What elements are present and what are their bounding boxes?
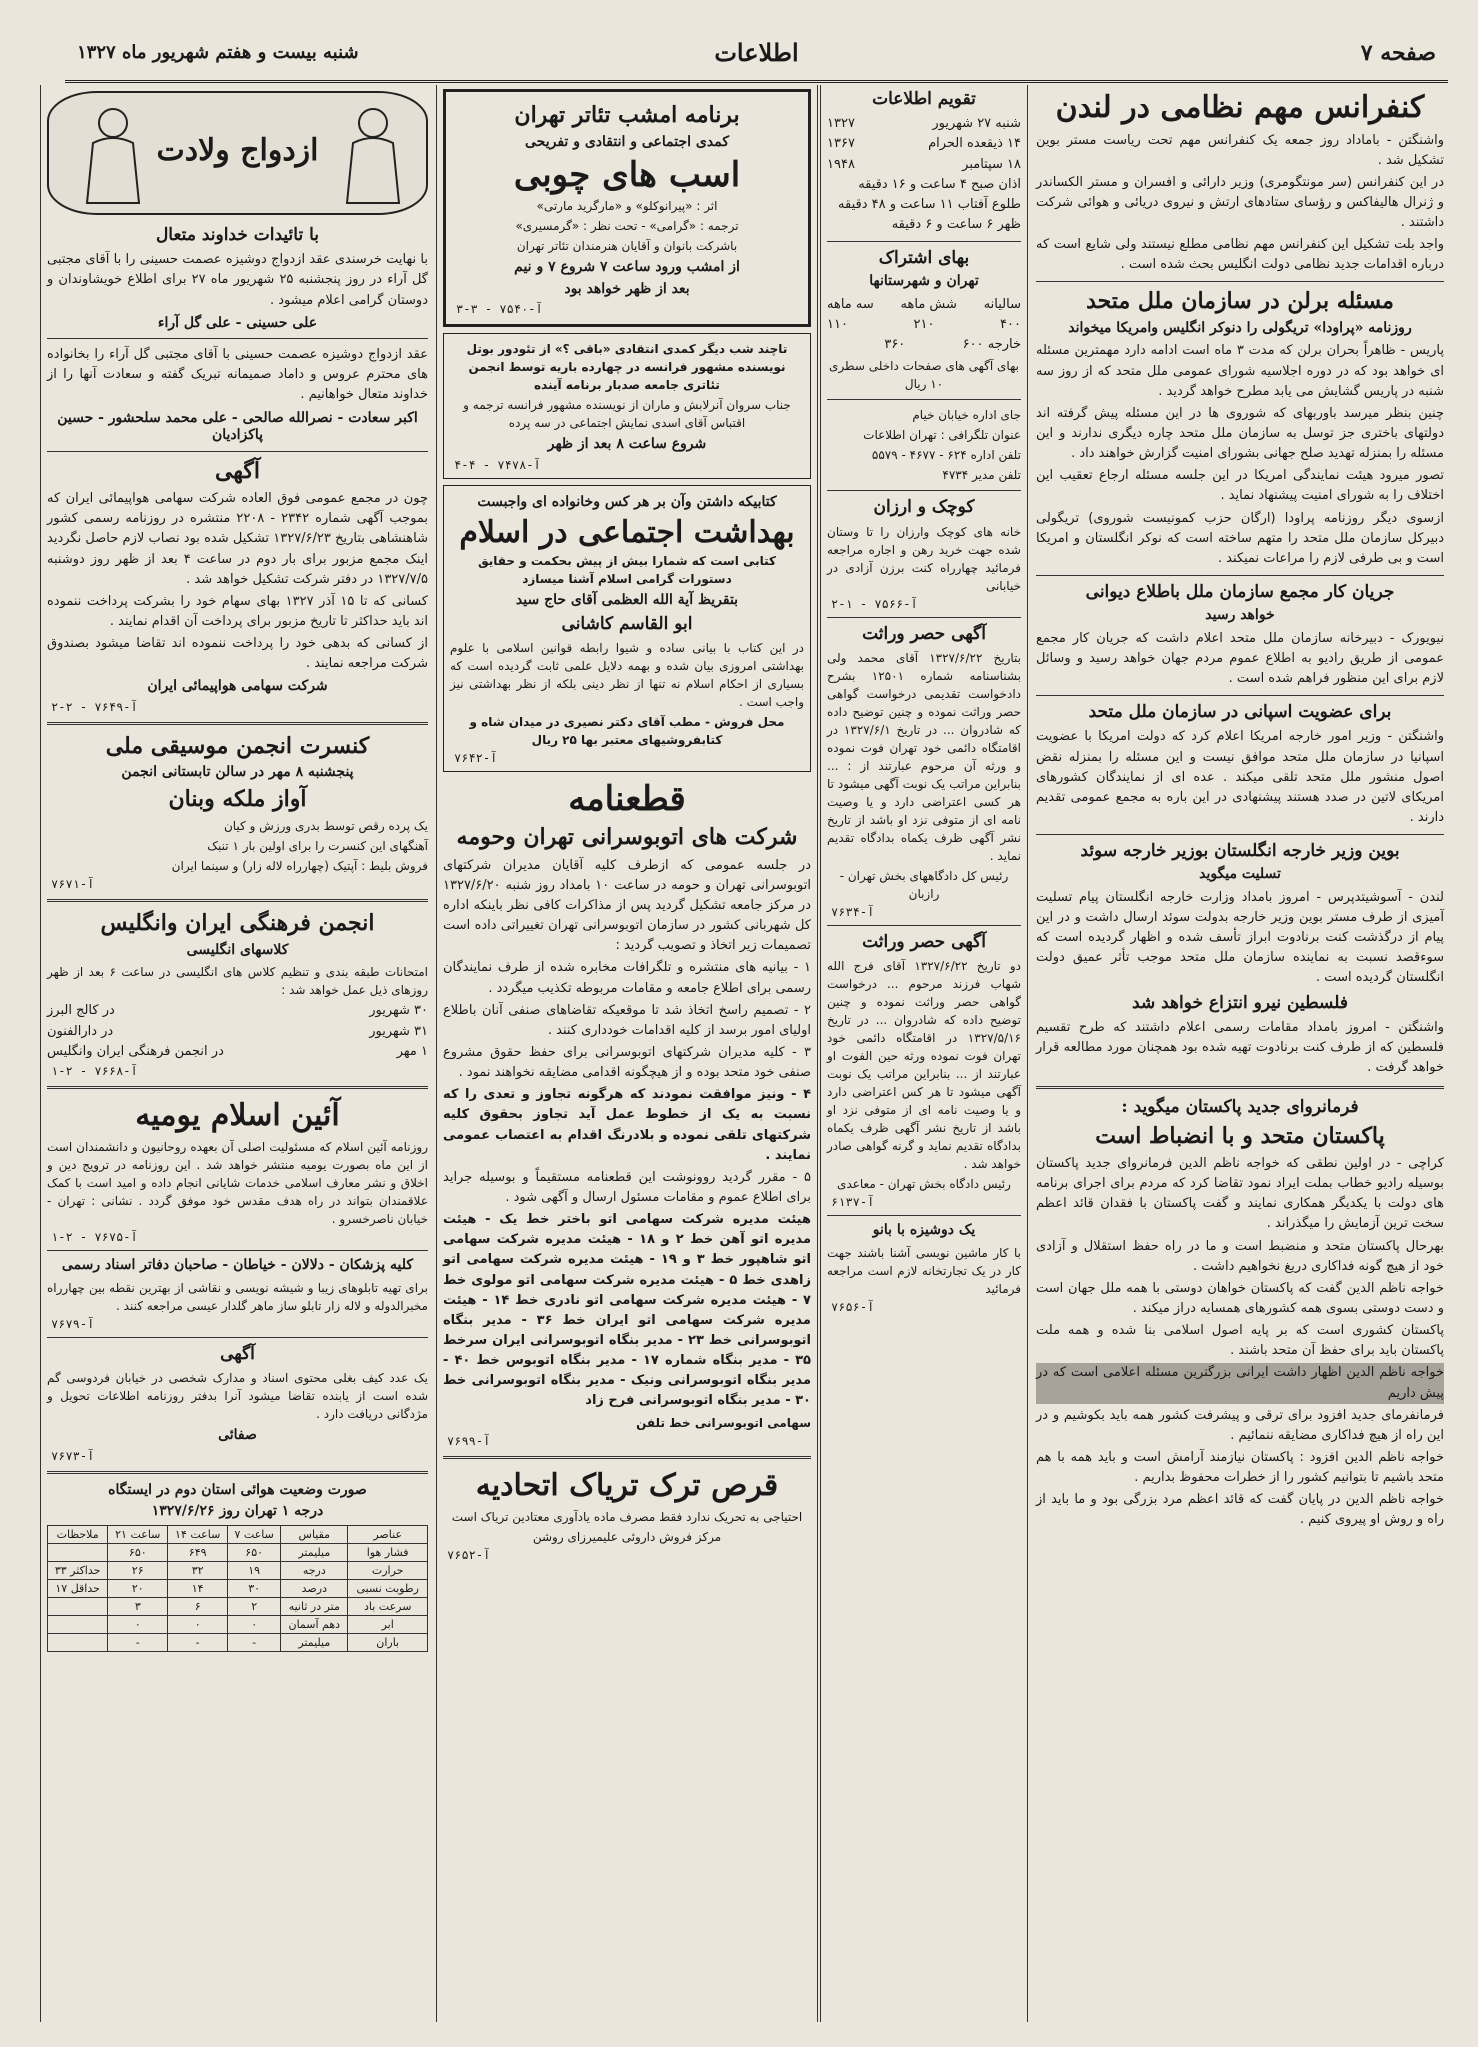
paragraph: واشنگتن - باماداد روز جمعه یک کنفرانس مهم تحت ریاست مستر بوین تشکیل شد . [1036, 132, 1444, 168]
notice-title: آگهی [214, 457, 261, 484]
headline-un-assembly: جریان کار مجمع سازمان ملل باطلاع دیوانی [1085, 582, 1395, 603]
notice-signature: صفائی [218, 1427, 257, 1444]
notice-signature: شرکت سهامی هواپیمائی ایران [147, 678, 328, 695]
column-announcements [40, 85, 434, 2022]
ad-code: آ-۷۶۹۹ [447, 1433, 491, 1448]
concert-subtitle: پنجشنبه ۸ مهر در سالن تابستانی انجمن [121, 764, 354, 781]
ad-signature: رئیس کل دادگاههای بخش تهران - رازبان [839, 868, 1009, 901]
theatre-subtitle: کمدی اجتماعی و انتقادی و تفریحی [525, 133, 729, 150]
culture-row: ۳۰ شهریور در کالج البرز [47, 1003, 428, 1019]
calendar-row: ظهر ۶ ساعت و ۶ دقیقه [891, 216, 1021, 232]
ad-code: آ-۷۶۶۸ - ۲-۱ [51, 1063, 138, 1078]
paragraph: عقد ازدواج دوشیزه عصمت حسینی با آقای مجتبی گل آراء را بخانواده های محترم عروس و داماد صمیمانه تبریک گفته و سعادت آنها را از خداوند متعال خواهانیم . [47, 347, 428, 403]
paragraph: واشنگتن - امروز بامداد مقامات رسمی اعلام داشتند که طرح تقسیم فلسطین که از طرف کنت برنادوت تهیه شده بود همچنان مورد مطالعه قرار خواهد گرفت . [1036, 1019, 1444, 1076]
paragraph: یک عدد کیف بغلی محتوی اسناد و مدارک شخصی در خیابان فردوسی گم شده است از یابنده تقاضا میشود آنرا بدفتر روزنامه اطلاعات تحویل و مژدگانی دریافت دارد . [47, 1371, 428, 1422]
subheadline: روزنامه «پراودا» تریگولی را دنوکر انگلیس وامریکا میخواند [1068, 319, 1412, 336]
paragraph: خواجه ناظم الدین در پایان گفت که قائد اعظم مرد بزرگی بود و ما باید از راه و روش او پیروی کنیم . [1036, 1492, 1444, 1528]
islam-title: آئین اسلام یومیه [135, 1097, 340, 1133]
ad-code: آ-۷۵۴۰ - ۳-۳ [456, 302, 543, 316]
ad-code: آ-۷۶۵۶ [831, 1299, 875, 1314]
paragraph: روزنامه آئین اسلام که مسئولیت اصلی آن بعهده روحانیون و دانشمندان است از این ماه بصورت یومیه منتشر خواهد شد . این روزنامه در ترویج دین و اخلاق و نشر معارف اسلامی خدمات شایانی انجام داده و امید است با کمک علاقمندان بتواند در راه هدف مقدس خود موفق گردد . نشانی : تهران - خیابان ناصرخسرو . [47, 1140, 428, 1227]
headline-london-conference: کنفرانس مهم نظامی در لندن [1055, 90, 1425, 125]
concert-line: فروش بلیط : آپتیک (چهارراه لاله زار) و سینما ایران [171, 859, 428, 874]
play-time: از امشب ورود ساعت ۷ شروع ۷ و نیم [514, 259, 740, 275]
ad-code: آ-۷۶۷۱ [51, 877, 95, 892]
ad-rate-note: بهای آگهی های صفحات داخلی سطری ۱۰ ریال [829, 359, 1019, 392]
paragraph: ۱ - بیانیه های منتشره و تلگرافات مخابره شده از طرف نمایندگان رسمی برای اطلاع جامعه و مقامات مربوطه تکذیب میگردد . [443, 960, 811, 996]
concert-line: آهنگهای این کنسرت را برای اولین بار ۱ تنبک [207, 839, 428, 854]
paragraph: برای تهیه تابلوهای زیبا و شیشه نویسی و نقاشی از بهترین نقطه بین چهارراه مخبرالدوله و لاله زار تابلو ساز ماهر گلدار عیسی مراجعه کنند . [47, 1280, 428, 1313]
newspaper-name: اطلاعات [714, 38, 799, 67]
calendar-row: ۱۸ سپتامبر ۱۹۴۸ [827, 156, 1021, 172]
headline-spain-un: برای عضویت اسپانی در سازمان ملل متحد [1088, 702, 1392, 723]
address-line: تلفن مدیر ۴۷۳۴ [942, 468, 1021, 483]
issue-date: شنبه بیست و هفتم شهریور ماه ۱۳۲۷ [77, 42, 359, 63]
ad-title: آگهی حصر وراثت [862, 623, 986, 644]
book-ad [443, 485, 811, 772]
paragraph: کراچی - در اولین نطقی که خواجه ناظم الدین فرمانروای جدید پاکستان بوسیله رادیو خطاب بملت ایراد نمود تقاضا کرد که مردم برای اجرای برنامه های دولت با یکدیگر همکاری نمایند و گفت پاکستان با فقدان قائد اعظم سخت ترین آزمایش را میگذراند . [1036, 1156, 1444, 1232]
paragraph: امتحانات طبقه بندی و تنظیم کلاس های انگلیسی در ساعت ۶ بعد از ظهر روزهای ذیل عمل خواهد شد : [47, 965, 428, 998]
ad-code: آ-۶۱۳۷ [831, 1195, 875, 1210]
address-line: جای اداره خیابان خیام [912, 408, 1021, 423]
culture-row: ۱ مهر در انجمن فرهنگی ایران وانگلیس [47, 1043, 428, 1059]
resolution-signatories-tail: سهامی اتوبوسرانی خط تلفن [636, 1415, 811, 1430]
ad-title: آگهی حصر وراثت [862, 931, 986, 952]
ad-code: آ-۷۶۴۹ - ۲-۲ [51, 699, 138, 714]
ad-title: کوچک و ارزان [873, 497, 975, 518]
concert-line: یک پرده رقص توسط بدری ورزش و کیان [223, 819, 428, 834]
table-row: ابر دهم آسمان ۰ ۰ ۰ [48, 1615, 428, 1633]
paragraph: پاریس - ظاهراً بحران برلن که مدت ۳ ماه است ادامه دارد مهمترین مسئله ای خواهد بود که در دوره اجلاسیه شورای عمومی ملل متحد که از روز سه شنبه در پاریس گشایش می یابد مطرح خواهد گردید . [1036, 343, 1444, 399]
ad-code: آ-۷۶۷۳ [51, 1448, 95, 1463]
calendar-row: طلوع آفتاب ۱۱ ساعت و ۴۸ دقیقه [838, 196, 1021, 212]
subheadline: خواهد رسید [1205, 607, 1275, 624]
tablet-ad-body2: مرکز فروش داروئی علیمیرزای روشن [532, 1530, 722, 1545]
headline-palestine: فلسطین نیرو انتزاع خواهد شد [1132, 992, 1348, 1013]
page-header [65, 30, 1448, 83]
address-line: عنوان تلگرافی : تهران اطلاعات [863, 428, 1021, 443]
paragraph: تصور میرود هیئت نمایندگی امریکا در این جلسه مسئله ارجاع تعقیب این اختلاف را به شورای امنیت پیشنهاد نماید . [1036, 468, 1444, 504]
paragraph: در جلسه عمومی که ازطرف کلیه آقایان مدیران شرکتهای اتوبوسرانی تهران و حومه در ساعت ۱۰ بامداد روز شنبه ۱۳۲۷/۶/۲۰ در مرکز جامعه تشکیل گردید پس از مذاکرات کافی نظر باینکه اداره کل شهربانی کشور در سازمان اتوبوسرانی تهران تغییراتی داده است تصمیمات زیر اتخاذ و تصویب گردید : [443, 857, 811, 954]
play2-ad [443, 333, 811, 479]
calendar-row: اذان صبح ۴ ساعت و ۱۶ دقیقه [858, 176, 1021, 192]
paragraph: چون در مجمع عمومی فوق العاده شرکت سهامی هواپیمائی ایران که بموجب آگهی شماره ۲۳۴۲ - ۲۲۰۸ منتشره در روزنامه رسمی کشور شاهنشاهی بتاریخ ۱۳۲۷/۶/۲۳ تشکیل شده بود نصاب لازم حاصل نگردید اینک مجمع مزبور برای بار دوم در ساعت ۴ بعد از ظهر روز دوشنبه ۱۳۲۷/۷/۵ در دفتر شرکت تشکیل خواهد شد . [47, 491, 429, 587]
column-calendar-ads [820, 85, 1028, 2022]
marriage-title: با تائیدات خداوند متعال [155, 225, 320, 245]
play-note: بعد از ظهر خواهد بود [564, 280, 690, 297]
theatre-title: برنامه امشب تئاتر تهران [514, 102, 740, 128]
column-foreign-news [1030, 85, 1450, 2022]
paragraph: واشنگتن - وزیر امور خارجه امریکا اعلام کرد که دولت امریکا با عضویت اسپانیا در سازمان ملل متحد موافق نیست و این مسئله را بمنزله نقض اصول منشور ملل متحد تلقی میکند . عده ای از نمایندگان کشورهای امریکای لاتین در صدد هستند پیشنهادی در این باره به مجمع عمومی تقدیم دارند . [1036, 729, 1444, 826]
ad-code: آ-۷۶۷۵ - ۲-۱ [51, 1230, 138, 1245]
headline-pakistan: پاکستان متحد و با انضباط است [1095, 1122, 1385, 1149]
play-author: اثر : «پیرانوکلو» و «مارگرید مارتی» [536, 199, 718, 213]
paragraph: واجد بلت تشکیل این کنفرانس مهم نظامی مطلع نیستند ولی شایع است که درباره اقدامات جدید نظامی دولت انگلیس بحث شده است . [1036, 237, 1444, 273]
paragraph: خواجه ناظم الدین گفت که پاکستان خواهان دوستی با همه ملل جهان است و دست دوستی بسوی همه کشورهای همسایه دراز میکند . [1036, 1280, 1444, 1317]
theatre-ad [443, 89, 811, 327]
tablet-ad-body: احتیاجی به تحریک ندارد فقط مصرف ماده یادآوری معتادین تریاک است [451, 1510, 803, 1525]
play2-time: شروع ساعت ۸ بعد از ظهر [547, 436, 707, 452]
page-number: صفحه ۷ [1360, 40, 1436, 66]
paragraph: پاکستان کشوری است که بر پایه اصول اسلامی بنا شده و همه ملت پاکستان باید برای حفظ آن متحد باشند . [1036, 1323, 1444, 1359]
column-theatre-ads [436, 85, 818, 2022]
book-subtitle: کتابی است که شمارا بیش از پیش بحکمت و حقایق دستورات گرامی اسلام آشنا میسازد [477, 554, 777, 586]
paragraph: بهرحال پاکستان متحد و منضبط است و ما در راه حفظ استقلال و آزادی خود از هیچ گونه فداکاری دریغ نخواهیم داشت . [1036, 1238, 1444, 1274]
book-title: بهداشت اجتماعی در اسلام [459, 515, 795, 550]
subscription-title: بهای اشتراک [878, 248, 970, 269]
book-body: در این کتاب با بیانی ساده و شیوا رابطه قوانین اسلامی با علوم بهداشتی امروزی بیان شده و بهمه دلایل علمی ثابت گردیده است که بسیاری از احکام اسلام نه تنها از نظر دینی بلکه از نظر بهداشتی نیز واجب است . [450, 640, 804, 709]
culture-row: ۳۱ شهریور در دارالفنون [47, 1023, 428, 1039]
table-row: باران میلیمتر - - - [48, 1633, 428, 1651]
play-translator: ترجمه : «گرامی» - تحت نظر : «گرمسیری» [515, 219, 739, 233]
paragraph: خواجه ناظم الدین افزود : پاکستان نیازمند آرامش است و باید همه با هم متحد باشیم تا بتوانیم کشور را از خطرات محفوظ بداریم . [1036, 1450, 1444, 1486]
paragraph: نیویورک - دبیرخانه سازمان ملل متحد اعلام داشت که جریان کار مجمع عمومی از طریق رادیو به اطلاع عموم مردم جهان خواهد رسید و وسائل لازم برای این منظور فراهم شده است . [1036, 630, 1444, 687]
table-row: حرارت درجه ۱۹ ۳۲ ۲۶ حداکثر ۳۳ [48, 1561, 428, 1579]
table-row: فشار هوا میلیمتر ۶۵۰ ۶۴۹ ۶۵۰ [48, 1543, 428, 1561]
tablet-ad-title: قرص ترک تریاک اتحادیه [475, 1467, 779, 1503]
paragraph: ازسوی دیگر روزنامه پراودا (ارگان حزب کمونیست شوروی) تریگولی دبیرکل سازمان ملل متحد را متهم ساخته است که نوکر انگلستان و امریکا است و بی طرفی لازم را مراعات نمیکند . [1036, 510, 1444, 566]
play2-body: جناب سروان آنرلابش و ماران از نویسنده مشهور فرانسه ترجمه و اقتباس آقای اسدی نمایش اجتماعی در سه پرده [463, 398, 791, 430]
book-intro: کتابیکه داشتن وآن بر هر کس وخانواده ای واجبست [477, 493, 777, 510]
notice-title: آگهی [220, 1343, 255, 1364]
weather-title: صورت وضعیت هوائی استان دوم در ایستگاه [108, 1481, 367, 1498]
ad-code: آ-۷۶۷۹ [51, 1316, 95, 1331]
marriage-birth-banner [47, 91, 428, 215]
book-author-line: بتقریظ آیة الله العظمی آقای حاج سید [515, 592, 739, 608]
resolution-signatories: هیئت مدیره شرکت سهامی اتو باختر خط یک - هیئت مدیره اتو آهن خط ۲ و ۱۸ - هیئت مدیره شرکت سهامی اتو شاهپور خط ۳ و ۱۹ - هیئت مدیره شرکت سهامی اتو زاهدی خط ۵ - هیئت مدیره شرکت سهامی اتو مولوی خط ۷ - هیئت مدیره شرکت سهامی اتو نادری خط ۱۴ - هیئت مدیره شرکت سهامی اتو ایران خط ۳۶ - مدیر بنگاه اتوبوسرانی خط ۲۳ - مدیر بنگاه اتوبوسرانی ایران سرخط ۳۵ - مدیر بنگاه شماره ۱۷ - مدیر بنگاه اتوبوس خط ۴۰ - مدیر بنگاه اتوبوسرانی ونیک - مدیر بنگاه اتوبوسرانی خط ۳۰ - مدیر بنگاه اتوبوسرانی فرح زاد [443, 1212, 811, 1409]
marriage-signature: اکبر سعادت - نصرالله صالحی - علی محمد سلحشور - حسین پاکزادیان [57, 409, 418, 444]
subscription-subtitle: تهران و شهرستانها [869, 273, 979, 290]
ad-code: آ-۷۶۳۴ [831, 904, 875, 919]
play2-title: تاچند شب دیگر کمدی انتقادی «باقی ؟» از تئودور بوتل نویسنده مشهور فرانسه در چهارده باریه توسط انجمن تئاتری جامعه صدبار برنامه آینده [466, 342, 788, 392]
culture-title: انجمن فرهنگی ایران وانگلیس [100, 910, 375, 937]
paragraph: فرمانفرمای جدید افزود برای ترقی و پیشرفت کشور همه باید بکوشیم و در این راه از هیچ فداکاری مضایقه ننمائیم . [1036, 1407, 1444, 1443]
concert-performers: آواز ملکه وبنان [168, 785, 307, 812]
ad-code: آ-۷۵۶۶ - ۱-۲ [831, 596, 918, 611]
subheadline: تسلیت میگوید [1199, 866, 1281, 883]
weather-table [47, 1525, 428, 1652]
calendar-title: تقویم اطلاعات [872, 89, 976, 109]
paragraph: ۵ - مقرر گردید روونوشت این قطعنامه مستقیماً و بوسیله جراید برای اطلاع عموم و مقامات مسئول ارسال و آگهی شود . [443, 1169, 811, 1205]
ad-code: آ-۷۶۴۲ [454, 750, 498, 765]
book-sale: محل فروش - مطب آقای دکتر نصیری در میدان شاه و کتابفروشیهای معتبر بها ۲۵ ریال [469, 714, 785, 747]
paragraph: ۳ - کلیه مدیران شرکتهای اتوبوسرانی برای حفظ حقوق مشروع صنفی خود متحد بوده و از هیچگونه اقدامی مضایقه نخواهند نمود . [443, 1045, 811, 1081]
paragraph: ۴ - ونیز موافقت نمودند که هرگونه تجاوز و تعدی را که نسبت به یک از خطوط عمل آید تجاوز بحقوق کلیه شرکتهای تلقی نموده و بلادرنگ اقدام به اعتصاب عمومی نمایند . [443, 1087, 811, 1163]
subscription-row: خارجه ۶۰۰ ۳۶۰ [884, 337, 1021, 353]
ad-signature: رئیس دادگاه بخش تهران - معاعدی [837, 1177, 1011, 1192]
ad-code: آ-۷۴۷۸ - ۴-۴ [454, 457, 541, 472]
calendar-row: ۱۴ ذیقعده الحرام ۱۳۶۷ [827, 136, 1021, 152]
table-row: رطوبت نسبی درصد ۳۰ ۱۴ ۲۰ حداقل ۱۷ [48, 1579, 428, 1597]
resolution-subtitle: شرکت های اتوبوسرانی تهران وحومه [456, 824, 798, 851]
subscription-row: ۴۰۰ ۲۱۰ ۱۱۰ [827, 316, 1021, 332]
paragraph: از کسانی که بدهی خود را پرداخت ننموده اند تقاضا میشود بصندوق شرکت مراجعه نمایند . [47, 636, 428, 672]
headline-berlin-un: مسئله برلن در سازمان ملل متحد [1086, 288, 1394, 315]
table-header-row: عناصر مقیاس ساعت ۷ ساعت ۱۴ ساعت ۲۱ ملاحظات [48, 1525, 428, 1543]
highlighted-line: خواجه ناظم الدین اظهار داشت ایرانی بزرگترین مسئله اعلامی است که در پیش داریم [1036, 1363, 1444, 1403]
banner-title: ازدواج ولادت [156, 133, 319, 168]
ad-body: خانه های کوچک وارزان را تا وستان شده جهت خرید رهن و اجاره مراجعه فرمائید چهارراه کنت برزن آزادی در خیابانی [827, 524, 1021, 593]
address-line: تلفن اداره ۶۲۴ - ۴۶۷۷ - ۵۵۷۹ [871, 448, 1021, 463]
ad-code: آ-۷۶۵۲ [447, 1548, 491, 1563]
resolution-title: قطعنامه [568, 778, 686, 819]
subscription-row: سالیانه شش ماهه سه ماهه [827, 296, 1021, 312]
culture-subtitle: کلاسهای انگلیسی [186, 941, 289, 958]
headline-bevin-sweden: بوین وزیر خارجه انگلستان بوزیر خارجه سوئد [1080, 841, 1400, 862]
paragraph: در این کنفرانس (سر مونتگومری) وزیر دارائی و افسران و مستر الکساندر و ژنرال هالیفاکس و رؤسای ستادهای ارتش و نیروی دریائی و هوائی شرکت داشتند . [1036, 174, 1444, 231]
paragraph: ۲ - تصمیم راسخ اتخاذ شد تا موقعیکه تقاضاهای صنفی آنان باطلاع اولیای امور برسد از کلیه اقدامات خودداری کنند . [443, 1002, 811, 1038]
play-title: اسب های چوبی [513, 155, 741, 195]
weather-subtitle: درجه ۱ تهران روز ۱۳۲۷/۶/۲۶ [151, 1503, 324, 1520]
calendar-row: شنبه ۲۷ شهریور ۱۳۲۷ [827, 116, 1021, 132]
ad-body: بتاریخ ۱۳۲۷/۶/۲۲ آقای محمد ولی بشناسنامه شماره ۱۲۵۰۱ بشرح دادخواست تقدیمی درخواست گواهی حصر وراثت نموده و چنین توضیح داده که شادروان ... در تاریخ ۱۳۲۷/۶/۱ در اقامتگاه دائمی خود تهران فوت نموده و ورثه آن مرحوم عبارتند از : ... بنابراین مراتب یک نوبت آگهی میشود تا هر کسی اعتراضی دارد و یا وصیت نامه ای از متوفی نزد او باشد از تاریخ نشر آگهی ظرف یکماه بدادگاه تقدیم نماید . [827, 650, 1021, 863]
book-author: ابو القاسم کاشانی [561, 613, 693, 634]
headline-pakistan-kicker: فرمانروای جدید پاکستان میگوید : [1121, 1097, 1359, 1118]
paragraph: چنین بنظر میرسد باوربهای که شوروی ها در این مسئله پیش گرفته اند دولتهای باختری جز توسل به سازمان ملل متحد چاره دیگری ندارند و این مسئله را بمنزله تهدید صلح جهانی بشورای امنیت گزارش خواهند داد . [1036, 405, 1444, 462]
paragraph: کسانی که تا ۱۵ آذر ۱۳۲۷ بهای سهام خود را بشرکت پرداخت ننموده اند باید حداکثر تا تاریخ مزبور برای پرداخت آن اقدام نمایند . [47, 593, 428, 629]
paragraph: با نهایت خرسندی عقد ازدواج دوشیزه عصمت حسینی را با آقای مجتبی گل آراء در روز پنجشنبه ۲۵ شهریور ماه ۲۷ برای اطلاع خویشاوندان و دوستان گرامی اعلام میشود . [47, 252, 428, 308]
play-cast: باشرکت بانوان و آقایان هنرمندان تئاتر تهران [516, 239, 738, 253]
ad-body: با کار ماشین نویسی آشنا باشند جهت کار در یک تجارتخانه لازم است مراجعه فرمائید [827, 1245, 1021, 1296]
paragraph: لندن - آسوشیتدپرس - امروز بامداد وزارت خارجه انگلستان پیام تسلیت آمیزی از طرف مستر بوین وزیر خارجه بدولت سوئد ارسال داشت و در این پیام از درگذشت کنت برنادوت ابراز تأسف شده و اظهار گردیده است که سوءقصد نسبت به نماینده سازمان ملل متحد موجب تأثر عمیق دولت انگلستان گردیده است . [1036, 889, 1444, 986]
ad-title: یک دوشیزه با بانو [872, 1222, 976, 1239]
marriage-signature: علی حسینی - علی گل آراء [157, 314, 318, 331]
ad-body: دو تاریخ ۱۳۲۷/۶/۲۲ آقای فرج الله شهاب فرزند مرحوم ... درخواست گواهی حصر وراثت نموده و چنین توضیح داده که شادروان ... در تاریخ ۱۳۲۷/۵/۱۶ در اقامتگاه دائمی خود تهران فوت نموده ورثه حین الفوت او عبارتند از ... بنابراین مراتب یک نوبت آگهی میشود تا هر کس اعتراضی دارد و یا وصیت نامه ای از متوفی نزد او باشد از تاریخ نشر آگهی ظرف یکماه بدادگاه تقدیم نماید و گرنه گواهی صادر خواهد شد . [827, 959, 1021, 1172]
table-row: سرعت باد متر در ثانیه ۲ ۶ ۳ [48, 1597, 428, 1615]
concert-title: کنسرت انجمن موسیقی ملی [105, 732, 370, 759]
notice-title: کلیه پزشکان - دلالان - خیاطان - صاحبان دفاتر اسناد رسمی [61, 1257, 414, 1274]
